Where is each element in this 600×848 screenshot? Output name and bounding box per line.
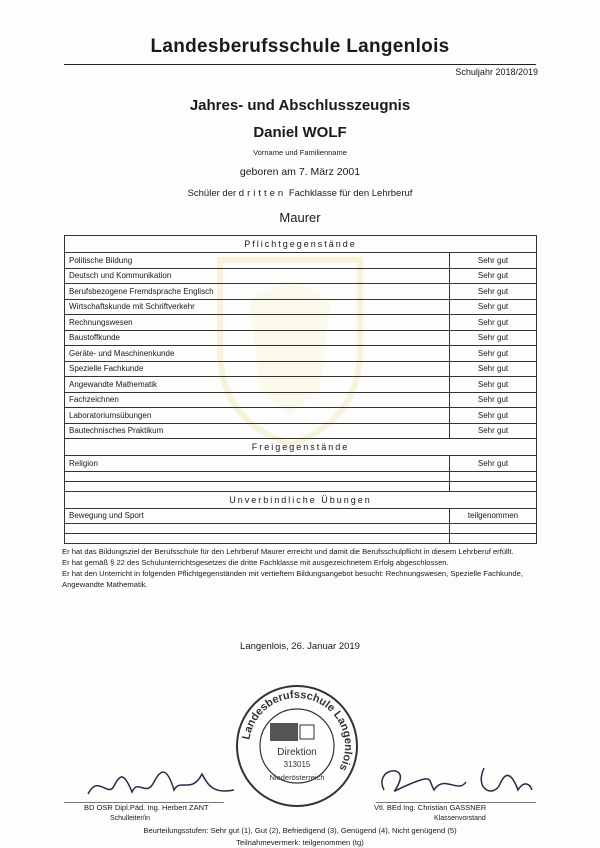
class-statement bbox=[0, 188, 600, 199]
certificate-title: Jahres- und Abschlusszeugnis bbox=[189, 97, 411, 114]
table-row bbox=[65, 253, 537, 269]
table-row bbox=[65, 408, 537, 424]
subject-grade: Sehr gut bbox=[450, 253, 537, 269]
table-row-empty bbox=[65, 481, 537, 491]
subject-name: Fachzeichnen bbox=[65, 392, 450, 408]
subject-name: Bautechnisches Praktikum bbox=[65, 423, 450, 439]
section-optional: Unverbindliche Übungen bbox=[65, 491, 537, 508]
birth-date: geboren am 7. März 2001 bbox=[239, 166, 361, 178]
table-row bbox=[65, 456, 537, 472]
student-name: Daniel WOLF bbox=[253, 124, 347, 141]
table-row bbox=[65, 361, 537, 377]
remark-3: Er hat den Unterricht in folgenden Pflichtgegenständen mit vertieftem Bildungsangebot besucht: Rechnungswesen, Spezielle Fachkunde, Angewandte Mathematik. bbox=[62, 569, 523, 589]
subject-grade: teilgenommen bbox=[450, 508, 537, 524]
subject-name: Politische Bildung bbox=[65, 253, 450, 269]
table-row-empty bbox=[65, 471, 537, 481]
grading-scale: Beurteilungsstufen: Sehr gut (1), Gut (2), Befriedigend (3), Genügend (4), Nicht genügend (5) bbox=[143, 826, 457, 835]
table-row bbox=[65, 423, 537, 439]
subject-name: Geräte- und Maschinenkunde bbox=[65, 346, 450, 362]
grades-table bbox=[64, 235, 537, 544]
subject-name: Deutsch und Kommunikation bbox=[65, 268, 450, 284]
subject-grade: Sehr gut bbox=[450, 284, 537, 300]
table-row bbox=[65, 508, 537, 524]
table-row bbox=[65, 377, 537, 393]
table-row-empty bbox=[65, 524, 537, 534]
participation-note: Teilnahmevermerk: teilgenommen (tg) bbox=[236, 838, 364, 847]
table-row bbox=[65, 268, 537, 284]
table-row bbox=[65, 330, 537, 346]
table-row bbox=[65, 299, 537, 315]
principal-name: BD OSR Dipl.Päd. Ing. Herbert ZANT bbox=[84, 803, 209, 812]
section-mandatory: Pflichtgegenstände bbox=[65, 236, 537, 253]
table-row bbox=[65, 315, 537, 331]
place-date: Langenlois, 26. Januar 2019 bbox=[240, 641, 360, 652]
class-teacher-role: Klassenvorstand bbox=[434, 815, 486, 822]
seal-number: 313015 bbox=[283, 760, 311, 769]
name-caption: Vorname und Familienname bbox=[253, 148, 347, 157]
subject-grade: Sehr gut bbox=[450, 423, 537, 439]
remark-2: Er hat gemäß § 22 des Schulunterrichtsgesetzes die dritte Fachklasse mit ausgezeichnetem Erfolg abgeschlossen. bbox=[62, 558, 449, 567]
table-row bbox=[65, 346, 537, 362]
subject-name: Laboratoriumsübungen bbox=[65, 408, 450, 424]
subject-name: Berufsbezogene Fremdsprache Englisch bbox=[65, 284, 450, 300]
subject-grade: Sehr gut bbox=[450, 268, 537, 284]
school-name: Landesberufsschule Langenlois bbox=[150, 36, 450, 57]
remark-1: Er hat das Bildungsziel der Berufsschule für den Lehrberuf Maurer erreicht und damit die Berufsschulpflicht in diesem Lehrberuf erfüllt. bbox=[62, 547, 514, 556]
subject-grade: Sehr gut bbox=[450, 456, 537, 472]
header-rule bbox=[64, 64, 536, 65]
table-row bbox=[65, 284, 537, 300]
remarks bbox=[62, 546, 538, 590]
table-row-empty bbox=[65, 534, 537, 544]
official-seal-icon bbox=[234, 683, 360, 809]
subject-name: Baustoffkunde bbox=[65, 330, 450, 346]
subject-name: Bewegung und Sport bbox=[65, 508, 450, 524]
subject-name: Rechnungswesen bbox=[65, 315, 450, 331]
seal-inner-text: Direktion bbox=[277, 747, 317, 758]
subject-grade: Sehr gut bbox=[450, 377, 537, 393]
subject-name: Wirtschaftskunde mit Schriftverkehr bbox=[65, 299, 450, 315]
subject-name: Spezielle Fachkunde bbox=[65, 361, 450, 377]
class-teacher-name: Vtl. BEd Ing. Christian GASSNER bbox=[374, 803, 487, 812]
school-year: Schuljahr 2018/2019 bbox=[455, 67, 538, 77]
subject-grade: Sehr gut bbox=[450, 408, 537, 424]
section-free: Freigegenstände bbox=[65, 439, 537, 456]
subject-name: Religion bbox=[65, 456, 450, 472]
class-prefix: Schüler der bbox=[187, 188, 237, 199]
subject-grade: Sehr gut bbox=[450, 346, 537, 362]
signature-right-icon bbox=[374, 760, 534, 804]
table-row bbox=[65, 392, 537, 408]
class-level: dritten bbox=[238, 188, 287, 199]
subject-grade: Sehr gut bbox=[450, 330, 537, 346]
subject-grade: Sehr gut bbox=[450, 299, 537, 315]
signature-left-icon bbox=[84, 764, 244, 804]
seal-region: Niederösterreich bbox=[269, 773, 325, 782]
principal-role: Schulleiter/in bbox=[110, 815, 151, 822]
subject-grade: Sehr gut bbox=[450, 392, 537, 408]
subject-grade: Sehr gut bbox=[450, 361, 537, 377]
seal-ring-text: Landesberufsschule Langenlois bbox=[240, 688, 355, 773]
trade-name: Maurer bbox=[279, 210, 321, 225]
subject-grade: Sehr gut bbox=[450, 315, 537, 331]
subject-name: Angewandte Mathematik bbox=[65, 377, 450, 393]
class-suffix: Fachklasse für den Lehrberuf bbox=[288, 188, 413, 199]
